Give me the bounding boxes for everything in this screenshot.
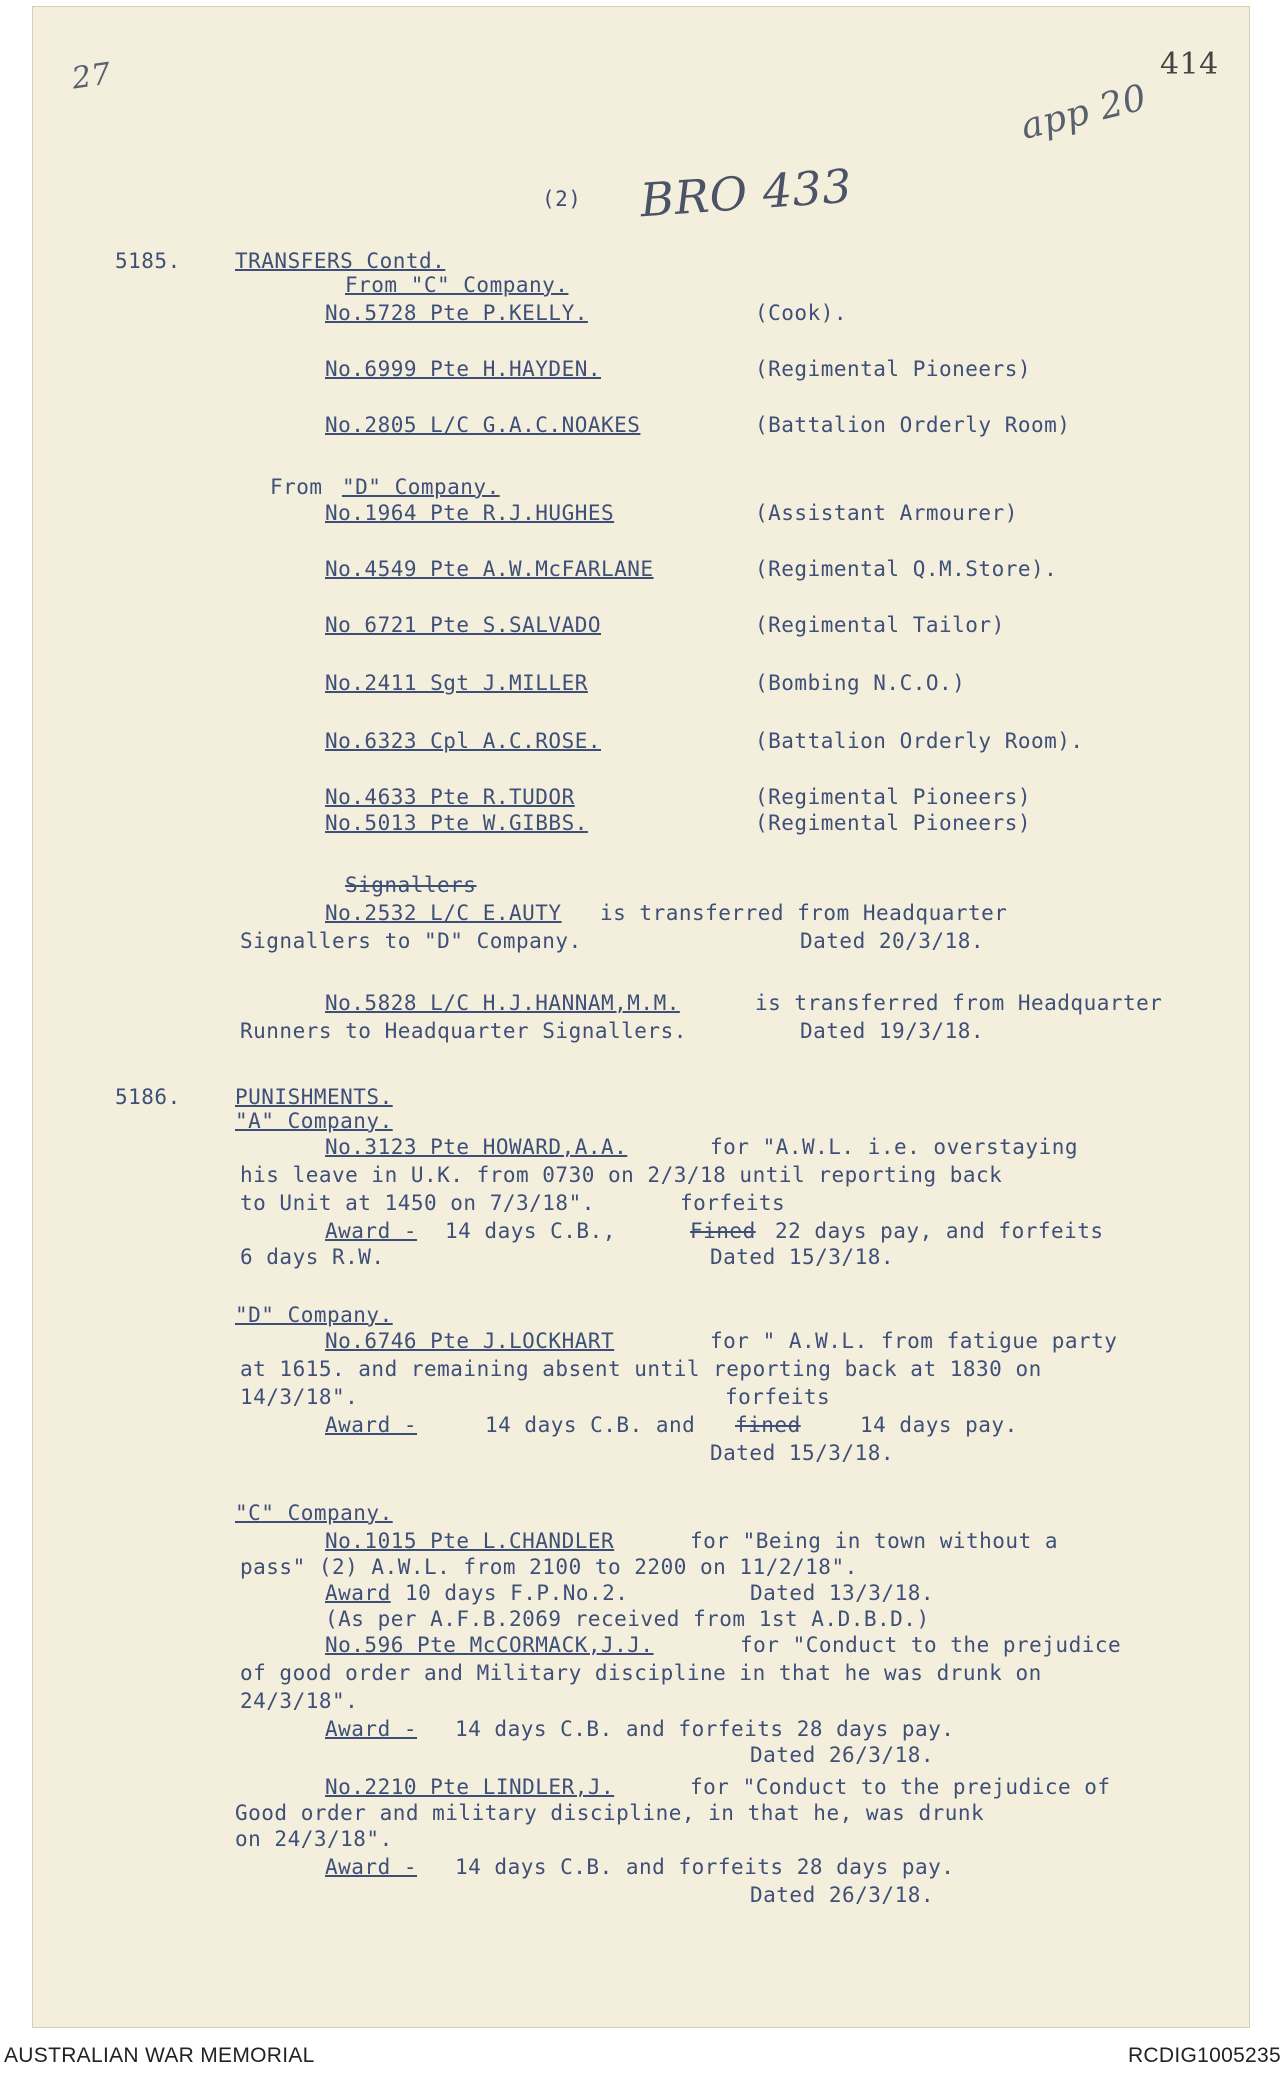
transfer-role: (Bombing N.C.O.) xyxy=(755,671,966,695)
transfer-name: No.5828 L/C H.J.HANNAM,M.M. xyxy=(325,991,680,1015)
punishment-name: No.6746 Pte J.LOCKHART xyxy=(325,1329,615,1353)
punishment-charge: for "A.W.L. i.e. overstaying xyxy=(710,1135,1079,1159)
award-label: Award - xyxy=(325,1219,418,1243)
transfer-text: is transferred from Headquarter xyxy=(755,991,1163,1015)
section-number-5185: 5185. xyxy=(115,249,181,273)
corner-number: 27 xyxy=(69,56,114,97)
punishment-charge: 14/3/18". xyxy=(240,1385,359,1409)
a-company-heading: "A" Company. xyxy=(235,1109,393,1133)
punishment-charge: for "Conduct to the prejudice of xyxy=(690,1775,1111,1799)
transfer-name: No.6323 Cpl A.C.ROSE. xyxy=(325,729,602,753)
d-company-from: From xyxy=(270,475,323,499)
award-label: Award xyxy=(325,1581,391,1605)
c-company-heading-punish: "C" Company. xyxy=(235,1501,393,1525)
award-text: 6 days R.W. xyxy=(240,1245,385,1269)
punishment-charge: his leave in U.K. from 0730 on 2/3/18 until reporting back xyxy=(240,1163,1003,1187)
transfer-role: (Regimental Pioneers) xyxy=(755,785,1032,809)
transfer-date: Dated 19/3/18. xyxy=(800,1019,985,1043)
transfer-name: No.2805 L/C G.A.C.NOAKES xyxy=(325,413,641,437)
punishment-charge: pass" (2) A.W.L. from 2100 to 2200 on 11/2/18". xyxy=(240,1555,858,1579)
punishment-charge: for "Conduct to the prejudice xyxy=(740,1633,1122,1657)
section-number-5186: 5186. xyxy=(115,1085,181,1109)
punishment-charge: Good order and military discipline, in that he, was drunk xyxy=(235,1801,985,1825)
punishment-name: No.2210 Pte LINDLER,J. xyxy=(325,1775,615,1799)
appendix-note: app 20 xyxy=(1016,77,1151,148)
transfer-role: (Regimental Q.M.Store). xyxy=(755,557,1058,581)
award-text: 14 days C.B. and forfeits 28 days pay. xyxy=(455,1717,955,1741)
punishment-date: Dated 15/3/18. xyxy=(710,1245,895,1269)
transfer-name: No.5013 Pte W.GIBBS. xyxy=(325,811,588,835)
d-company-heading-punish: "D" Company. xyxy=(235,1303,393,1327)
section-heading-transfers: TRANSFERS Contd. xyxy=(235,249,446,273)
award-text: 10 days F.P.No.2. xyxy=(405,1581,629,1605)
struck-signallers: Signallers xyxy=(345,873,477,897)
punishment-date: Dated 13/3/18. xyxy=(750,1581,935,1605)
transfer-name: No.5728 Pte P.KELLY. xyxy=(325,301,588,325)
transfer-role: (Assistant Armourer) xyxy=(755,501,1018,525)
punishment-charge: of good order and Military discipline in that he was drunk on xyxy=(240,1661,1042,1685)
punishment-charge: 24/3/18". xyxy=(240,1689,359,1713)
award-text: 14 days C.B. and xyxy=(485,1413,696,1437)
punishment-name: No.3123 Pte HOWARD,A.A. xyxy=(325,1135,628,1159)
transfer-role: (Regimental Pioneers) xyxy=(755,357,1032,381)
punishment-charge: at 1615. and remaining absent until reporting back at 1830 on xyxy=(240,1357,1042,1381)
page-number: 414 xyxy=(1160,47,1219,82)
award-text: 22 days pay, and forfeits xyxy=(775,1219,1104,1243)
award-text: 14 days C.B. and forfeits 28 days pay. xyxy=(455,1855,955,1879)
transfer-name: No.6999 Pte H.HAYDEN. xyxy=(325,357,602,381)
d-company-heading: "D" Company. xyxy=(342,475,500,499)
forfeits-note: forfeits xyxy=(725,1385,831,1409)
transfer-name: No 6721 Pte S.SALVADO xyxy=(325,613,602,637)
punishment-date: Dated 26/3/18. xyxy=(750,1743,935,1767)
award-struck-word: fined xyxy=(735,1413,801,1437)
punishment-date: Dated 26/3/18. xyxy=(750,1883,935,1907)
c-company-heading: From "C" Company. xyxy=(345,273,569,297)
award-text: 14 days C.B., xyxy=(445,1219,616,1243)
transfer-role: (Battalion Orderly Room). xyxy=(755,729,1084,753)
transfer-role: (Regimental Pioneers) xyxy=(755,811,1032,835)
forfeits-note: forfeits xyxy=(680,1191,786,1215)
award-label: Award - xyxy=(325,1717,418,1741)
punishment-name: No.1015 Pte L.CHANDLER xyxy=(325,1529,615,1553)
authority-note: (As per A.F.B.2069 received from 1st A.D.B.D.) xyxy=(325,1607,930,1631)
footer-record-id: RCDIG1005235 xyxy=(1127,2044,1281,2067)
transfer-name: No.4633 Pte R.TUDOR xyxy=(325,785,575,809)
punishment-charge: to Unit at 1450 on 7/3/18". xyxy=(240,1191,595,1215)
transfer-role: (Regimental Tailor) xyxy=(755,613,1005,637)
transfer-name: No.1964 Pte R.J.HUGHES xyxy=(325,501,615,525)
transfer-name: No.2532 L/C E.AUTY xyxy=(325,901,562,925)
transfer-name: No.4549 Pte A.W.McFARLANE xyxy=(325,557,654,581)
award-label: Award - xyxy=(325,1855,418,1879)
punishment-charge: on 24/3/18". xyxy=(235,1827,393,1851)
transfer-text: Signallers to "D" Company. xyxy=(240,929,582,953)
bro-reference: BRO 433 xyxy=(638,158,854,228)
transfer-role: (Battalion Orderly Room) xyxy=(755,413,1071,437)
transfer-date: Dated 20/3/18. xyxy=(800,929,985,953)
transfer-role: (Cook). xyxy=(755,301,848,325)
punishment-name: No.596 Pte McCORMACK,J.J. xyxy=(325,1633,654,1657)
punishment-charge: for "Being in town without a xyxy=(690,1529,1059,1553)
punishment-charge: for " A.W.L. from fatigue party xyxy=(710,1329,1118,1353)
transfer-text: is transferred from Headquarter xyxy=(600,901,1008,925)
section-heading-punishments: PUNISHMENTS. xyxy=(235,1085,393,1109)
page-marker: (2) xyxy=(542,187,582,211)
award-struck-word: Fined xyxy=(690,1219,756,1243)
transfer-name: No.2411 Sgt J.MILLER xyxy=(325,671,588,695)
footer-source: AUSTRALIAN WAR MEMORIAL xyxy=(4,2044,315,2067)
transfer-text: Runners to Headquarter Signallers. xyxy=(240,1019,687,1043)
punishment-date: Dated 15/3/18. xyxy=(710,1441,895,1465)
award-text: 14 days pay. xyxy=(860,1413,1018,1437)
award-label: Award - xyxy=(325,1413,418,1437)
